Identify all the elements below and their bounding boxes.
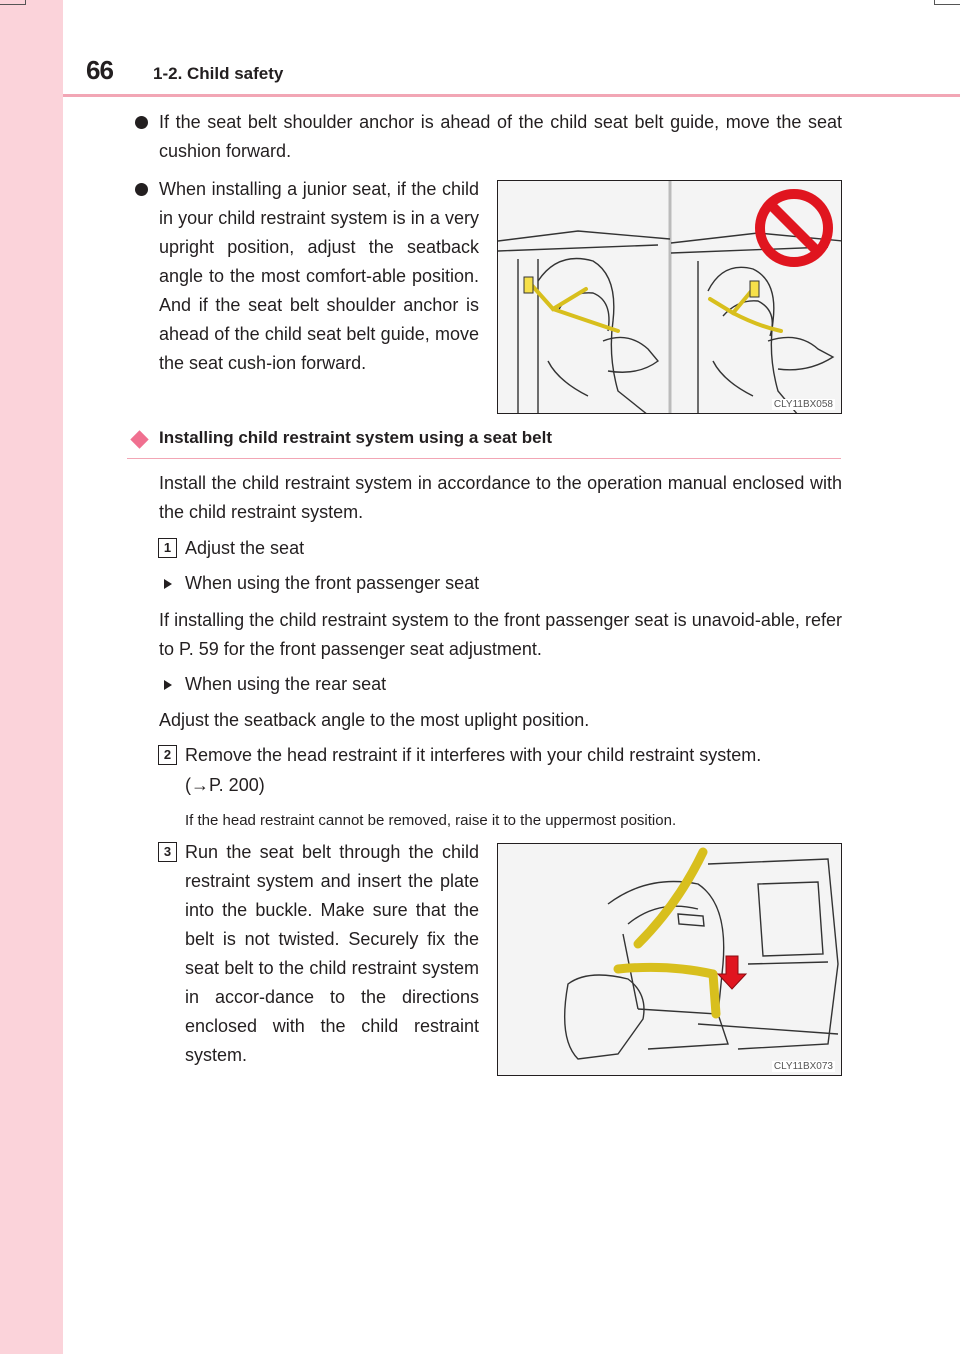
diamond-icon xyxy=(130,430,148,448)
section-heading: Installing child restraint system using a seat belt xyxy=(159,428,553,447)
bullet-text-seat-cushion: If the seat belt shoulder anchor is ahead of the child seat belt guide, move the seat cushion forward. xyxy=(159,112,842,161)
sub-text: If installing the child restraint system to the front passenger seat is unavoid-able, refer to P. 59 for the front passenger seat adjustment. xyxy=(159,610,842,659)
sub-text: Adjust the seatback angle to the most uplight position. xyxy=(159,710,590,730)
bullet-text-junior-seat: When installing a junior seat, if the child in your child restraint system is in a very upright position, adjust the seatback angle to the most comfort-able position. And if the seat belt shoulder anchor is ahead of the child seat belt guide, move the seat cush-ion forward. xyxy=(159,179,479,373)
step-note: If the head restraint cannot be removed, raise it to the uppermost position. xyxy=(185,812,677,829)
seat-belt-figure xyxy=(497,843,842,1076)
sub-heading: When using the front passenger seat xyxy=(185,573,480,593)
section-title: 1-2. Child safety xyxy=(153,64,284,83)
intro-paragraph: Install the child restraint system in accordance to the operation manual enclosed with the child restraint system. xyxy=(159,473,842,522)
sub-heading: When using the rear seat xyxy=(185,674,387,694)
step-number: 1 xyxy=(158,538,177,558)
heading-rule xyxy=(127,458,841,459)
triangle-icon xyxy=(164,680,172,690)
page-number: 66 xyxy=(86,55,113,85)
header-rule xyxy=(63,94,960,97)
crop-mark-left xyxy=(0,0,26,5)
step-number: 2 xyxy=(158,745,177,765)
bullet-icon xyxy=(135,183,148,196)
page-side-margin xyxy=(0,0,63,1354)
figure-code: CLY11BX073 xyxy=(773,1061,833,1072)
seat-belt-illustration xyxy=(498,844,842,1076)
step-text: Run the seat belt through the child restraint system and insert the plate into the buckle. Make sure that the belt is not twisted. Securely fix the seat belt to the child restraint system in accor-dance to the directions enclosed with the child restraint system. xyxy=(185,842,479,1065)
page-header xyxy=(63,0,960,96)
step-number: 3 xyxy=(158,842,177,862)
junior-seat-illustration xyxy=(498,181,842,414)
bullet-icon xyxy=(135,116,148,129)
figure-code: CLY11BX058 xyxy=(773,399,833,410)
page-reference: (→P. 200) xyxy=(185,775,265,795)
triangle-icon xyxy=(164,579,172,589)
step-text: Adjust the seat xyxy=(185,538,305,558)
step-text: Remove the head restraint if it interferes with your child restraint system. xyxy=(185,745,762,765)
junior-seat-figure xyxy=(497,180,842,414)
